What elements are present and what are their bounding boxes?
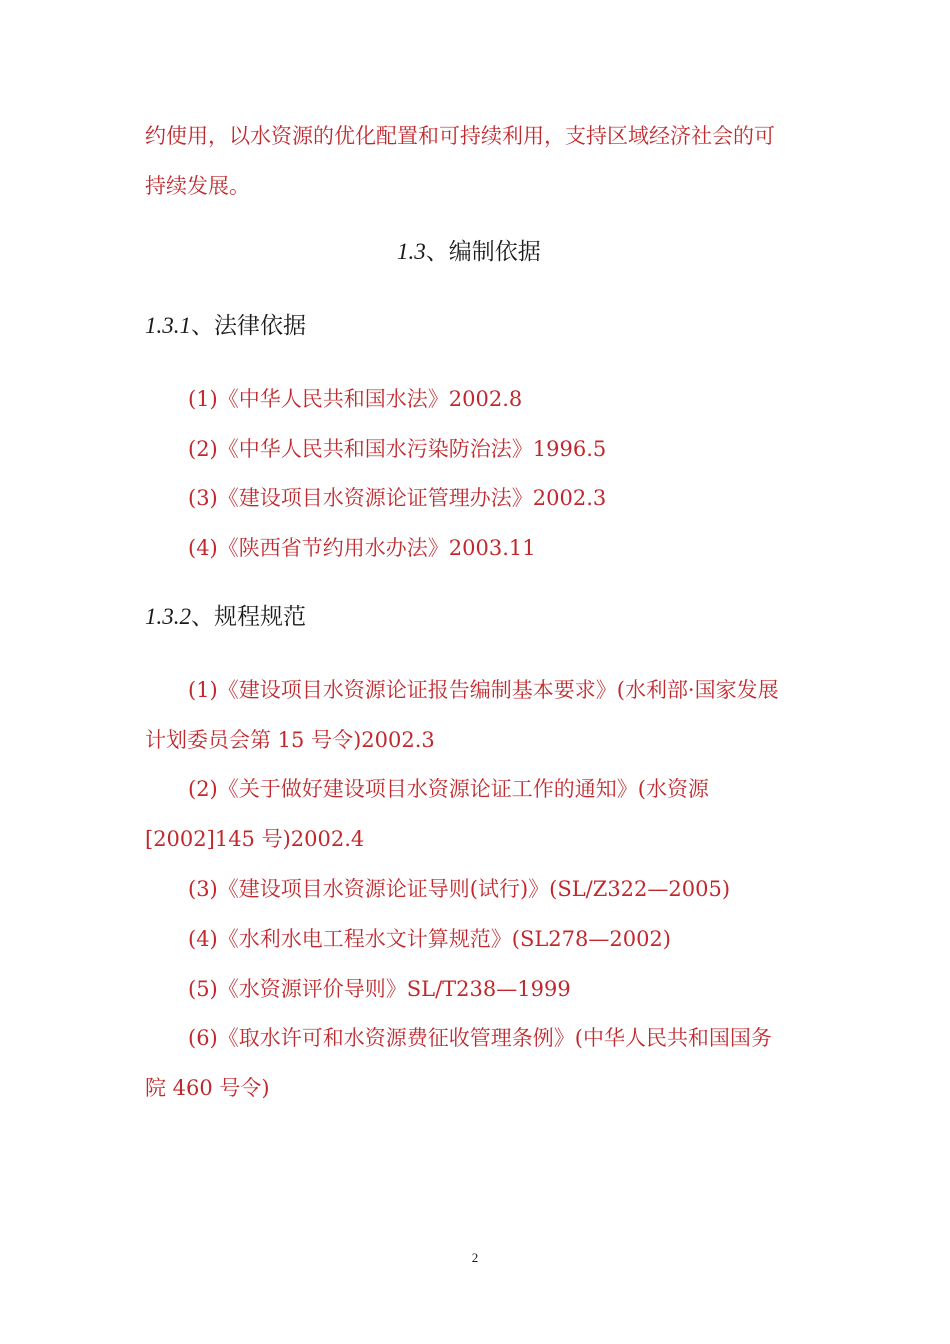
standard-item-2-line-1: (2)《关于做好建设项目水资源论证工作的通知》(水资源 [188, 777, 709, 801]
section-number: 1.3 [397, 239, 426, 264]
standard-item-1-line-2: 计划委员会第 15 号令)2002.3 [145, 728, 435, 752]
intro-paragraph-line-1: 约使用，以水资源的优化配置和可持续利用，支持区域经济社会的可 [145, 124, 775, 148]
page-number: 2 [471, 1250, 479, 1265]
standard-item-1-line-1: (1)《建设项目水资源论证报告编制基本要求》(水利部·国家发展 [188, 678, 779, 702]
standard-item-6-line-2: 院 460 号令) [145, 1076, 270, 1100]
standard-item-2-line-2: [2002]145 号)2002.4 [145, 827, 365, 851]
law-item-2: (2)《中华人民共和国水污染防治法》1996.5 [188, 437, 607, 461]
standard-item-5: (5)《水资源评价导则》SL/T238—1999 [188, 977, 571, 1001]
law-item-1: (1)《中华人民共和国水法》2002.8 [188, 387, 523, 411]
section-title: 、规程规范 [191, 604, 306, 630]
section-title: 、法律依据 [191, 313, 306, 339]
standard-item-6-line-1: (6)《取水许可和水资源费征收管理条例》(中华人民共和国国务 [188, 1026, 772, 1050]
section-heading-1-3-1 [145, 312, 306, 340]
section-heading-1-3-2 [145, 603, 306, 631]
section-title: 、编制依据 [425, 239, 541, 265]
law-item-3: (3)《建设项目水资源论证管理办法》2002.3 [188, 486, 607, 510]
section-number: 1.3.2 [145, 604, 191, 629]
law-item-4: (4)《陕西省节约用水办法》2003.11 [188, 536, 536, 560]
section-heading-1-3 [397, 238, 541, 266]
section-number: 1.3.1 [145, 313, 191, 338]
intro-paragraph-line-2: 持续发展。 [145, 174, 250, 198]
standard-item-3: (3)《建设项目水资源论证导则(试行)》(SL/Z322—2005) [188, 877, 731, 901]
standard-item-4: (4)《水利水电工程水文计算规范》(SL278—2002) [188, 927, 671, 951]
